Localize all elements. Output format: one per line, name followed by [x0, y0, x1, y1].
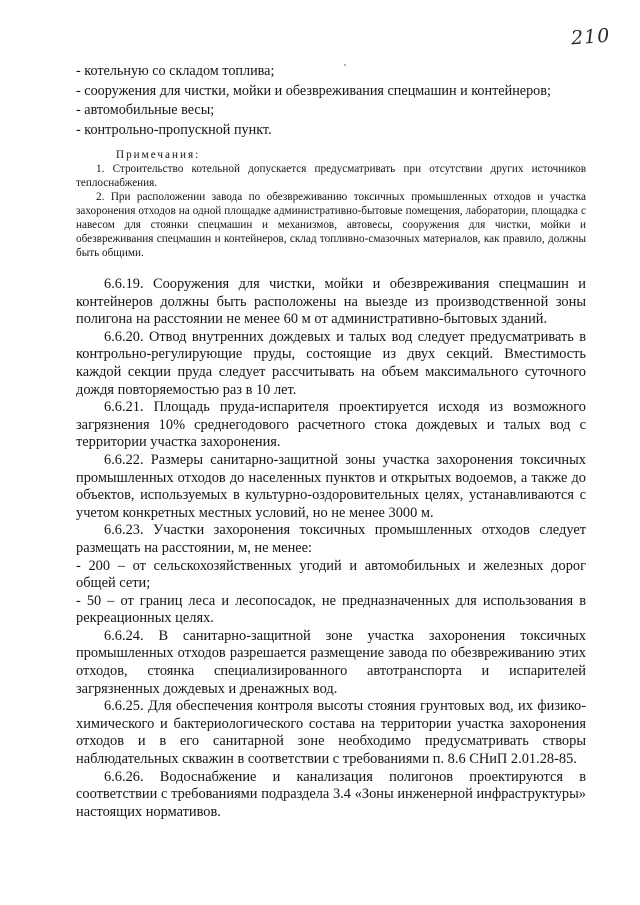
paragraph-list-item: - 200 – от сельскохозяйственных угодий и автомобильных и железных дорог общей сети;	[76, 557, 586, 592]
list-item: - сооружения для чистки, мойки и обезвреживания спецмашин и контейнеров;	[76, 82, 551, 99]
facility-list	[76, 62, 586, 140]
main-text	[76, 276, 586, 821]
paragraph-6-6-24: 6.6.24. В санитарно-защитной зоне участка захоронения токсичных промышленных отходов разрешается размещение завода по обезвреживанию этих отходов, стоянка специализированного автотранспорта и испарителей загрязненных дождевых и дренажных вод.	[76, 627, 586, 697]
paragraph-6-6-22: 6.6.22. Размеры санитарно-защитной зоны участка захоронения токсичных промышленных отходов до населенных пунктов и открытых водоемов, а также до объектов, используемых в культурно-оздоровительных целях, устанавливаются с учетом конкретных местных условий, но не менее 3000 м.	[76, 451, 586, 521]
paragraph-list-item: - 50 – от границ леса и лесопосадок, не предназначенных для использования в рекреационных целях.	[76, 592, 586, 627]
notes-block	[76, 148, 586, 260]
paragraph-6-6-21: 6.6.21. Площадь пруда-испарителя проектируется исходя из возможного загрязнения 10% среднегодового расчетного стока дождевых и талых вод с территории участка захоронения.	[76, 399, 586, 451]
paragraph-6-6-25: 6.6.25. Для обеспечения контроля высоты стояния грунтовых вод, их физико-химического и бактериологического состава на территории участка захоронения отходов и в его санитарной зоне необходимо предусматривать створы наблюдательных скважин в соответствии с требованиями п. 8.6 СНиП 2.01.28-85.	[76, 698, 586, 768]
note-item: 2. При расположении завода по обезвреживанию токсичных промышленных отходов и участка захоронения отходов на одной площадке административно-бытовые помещения, лаборатории, площадка с навесом для стоянки спецмашин и механизмов, автовесы, сооружения для чистки, мойки и обезвреживания спецмашин и контейнеров, склад топливно-смазочных материалов, как правило, должны быть общими.	[76, 191, 586, 259]
list-item: - котельную со складом топлива;	[76, 63, 275, 79]
document-body	[76, 62, 586, 821]
list-item: - автомобильные весы;	[76, 102, 215, 118]
paragraph-6-6-23: 6.6.23. Участки захоронения токсичных промышленных отходов следует размещать на расстоянии, м, не менее:	[76, 522, 586, 556]
paragraph-6-6-20: 6.6.20. Отвод внутренних дождевых и талых вод следует предусматривать в контрольно-регулирующие пруды, состоящие из двух секций. Вместимость каждой секции пруда следует рассчитывать на объем максимального суточного дождя повторяемостью раз в 10 лет.	[76, 328, 586, 398]
notes-title: Примечания:	[116, 149, 201, 161]
paragraph-6-6-19: 6.6.19. Сооружения для чистки, мойки и обезвреживания спецмашин и контейнеров должны быть расположены на выезде из производственной зоны полигона на расстоянии не менее 60 м от административно-бытовых зданий.	[76, 276, 586, 328]
list-item: - контрольно-пропускной пункт.	[76, 121, 272, 138]
paragraph-6-6-26: 6.6.26. Водоснабжение и канализация полигонов проектируются в соответствии с требованиями подраздела 3.4 «Зоны инженерной инфраструктуры» настоящих нормативов.	[76, 768, 586, 820]
note-item: 1. Строительство котельной допускается предусматривать при отсутствии других источников теплоснабжения.	[76, 163, 586, 189]
page-number: 210	[570, 24, 611, 50]
